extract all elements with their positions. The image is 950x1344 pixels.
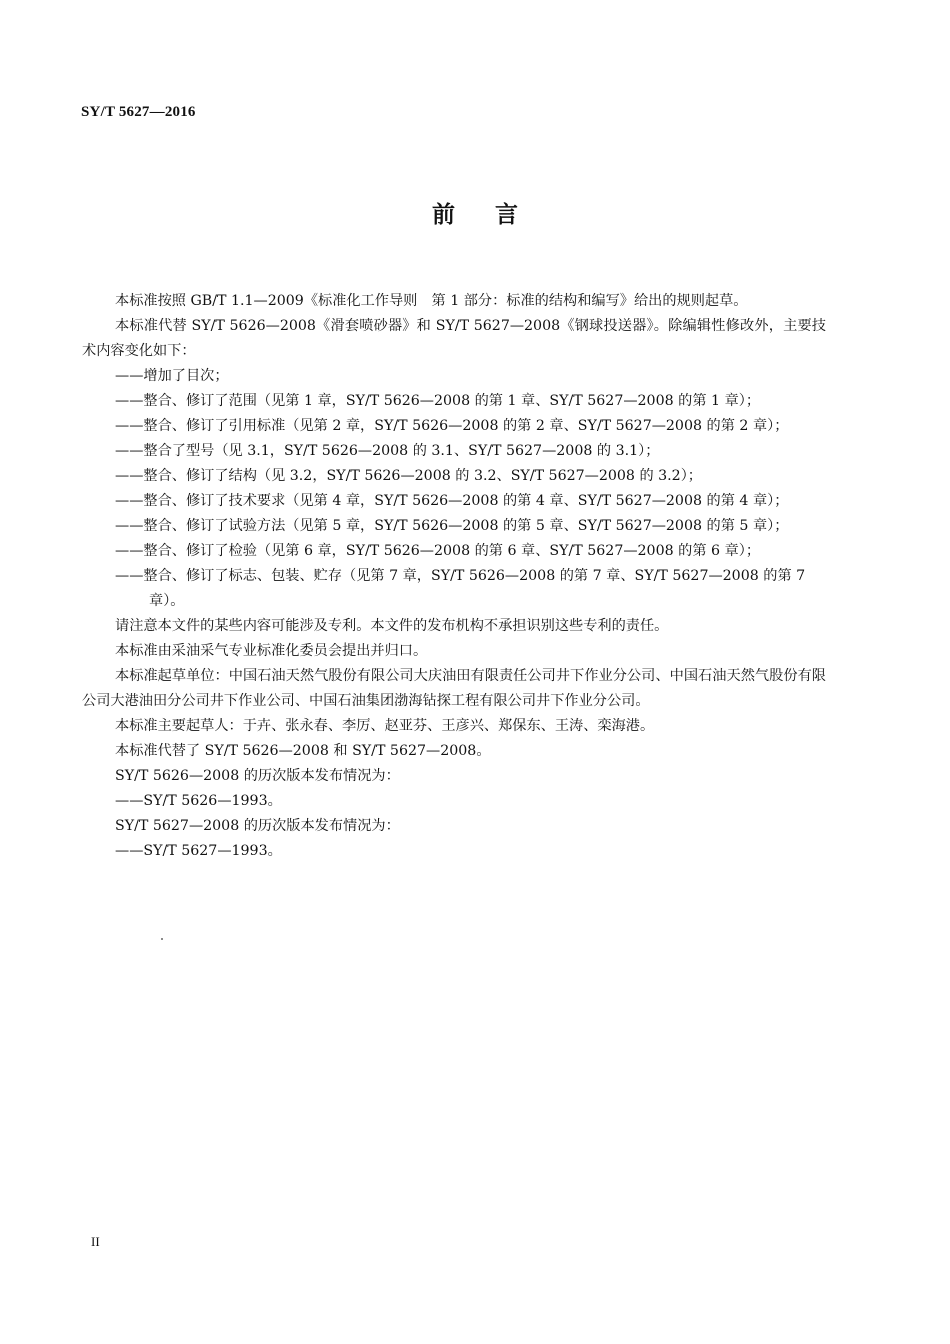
page-title: 前言 bbox=[432, 202, 558, 228]
change-item: ——增加了目次； bbox=[115, 368, 229, 384]
change-item: ——整合、修订了检验（见第 6 章，SY/T 5626—2008 的第 6 章、SY/T 5627—2008 的第 6 章）； bbox=[115, 543, 761, 559]
change-item: ——整合、修订了结构（见 3.2，SY/T 5626—2008 的 3.2、SY/T 5627—2008 的 3.2）； bbox=[115, 468, 702, 484]
change-item: ——整合、修订了范围（见第 1 章，SY/T 5626—2008 的第 1 章、SY/T 5627—2008 的第 1 章）； bbox=[115, 393, 761, 409]
history-5627-item: ——SY/T 5627—1993。 bbox=[115, 843, 282, 859]
change-item: ——整合、修订了试验方法（见第 5 章，SY/T 5626—2008 的第 5 章、SY/T 5627—2008 的第 5 章）； bbox=[115, 518, 789, 534]
standard-code: SY/T 5627—2016 bbox=[81, 104, 196, 120]
paragraph-replaces: 本标准代替了 SY/T 5626—2008 和 SY/T 5627—2008。 bbox=[115, 743, 491, 759]
change-item: ——整合、修订了引用标准（见第 2 章，SY/T 5626—2008 的第 2 章、SY/T 5627—2008 的第 2 章）； bbox=[115, 418, 789, 434]
paragraph-proposer: 本标准由采油采气专业标准化委员会提出并归口。 bbox=[115, 643, 428, 659]
change-item: ——整合、修订了标志、包装、贮存（见第 7 章，SY/T 5626—2008 的第 7 章、SY/T 5627—2008 的第 7 章）。 bbox=[115, 568, 806, 609]
foreword-body bbox=[82, 289, 826, 864]
page-number: II bbox=[91, 1234, 100, 1249]
paragraph-drafting-rules: 本标准按照 GB/T 1.1—2009《标准化工作导则 第 1 部分：标准的结构和编写》给出的规则起草。 bbox=[115, 293, 748, 309]
paragraph-patent-notice: 请注意本文件的某些内容可能涉及专利。本文件的发布机构不承担识别这些专利的责任。 bbox=[115, 618, 669, 634]
history-5626-title: SY/T 5626—2008 的历次版本发布情况为： bbox=[115, 768, 400, 784]
paragraph-replacement: 本标准代替 SY/T 5626—2008《滑套喷砂器》和 SY/T 5627—2008《钢球投送器》。除编辑性修改外，主要技术内容变化如下： bbox=[82, 318, 826, 359]
paragraph-drafting-units: 本标准起草单位：中国石油天然气股份有限公司大庆油田有限责任公司井下作业分公司、中国石油天然气股份有限公司大港油田分公司井下作业公司、中国石油集团渤海钻探工程有限公司井下作业分公司。 bbox=[82, 668, 826, 709]
history-5626-item: ——SY/T 5626—1993。 bbox=[115, 793, 282, 809]
change-item: ——整合了型号（见 3.1，SY/T 5626—2008 的 3.1、SY/T 5627—2008 的 3.1）； bbox=[115, 443, 660, 459]
change-item: ——整合、修订了技术要求（见第 4 章，SY/T 5626—2008 的第 4 章、SY/T 5627—2008 的第 4 章）； bbox=[115, 493, 789, 509]
scan-speck bbox=[161, 938, 163, 940]
history-5627-title: SY/T 5627—2008 的历次版本发布情况为： bbox=[115, 818, 400, 834]
paragraph-drafters: 本标准主要起草人：于卉、张永春、李厉、赵亚芬、王彦兴、郑保东、王涛、栾海港。 bbox=[115, 718, 655, 734]
